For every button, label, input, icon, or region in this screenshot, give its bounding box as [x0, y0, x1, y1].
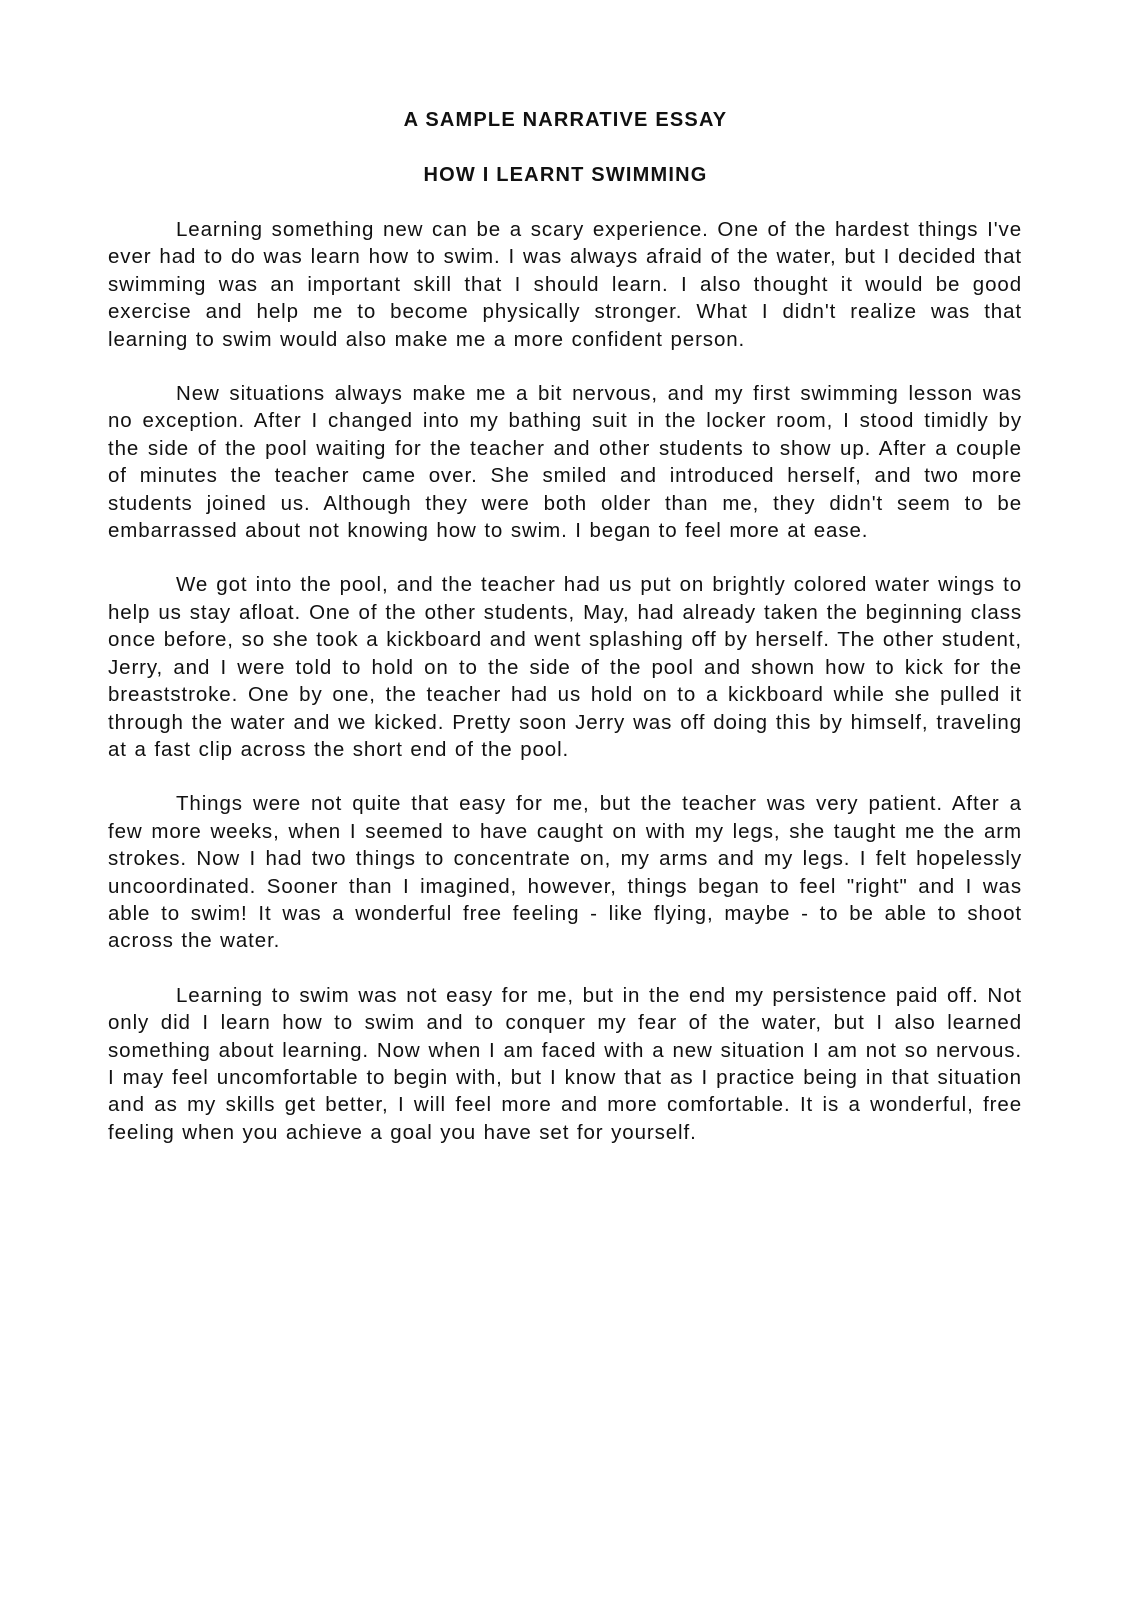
paragraph-4: Things were not quite that easy for me, but the teacher was very patient. After a few more weeks, when I seemed to have caught on with my legs, she taught me the arm strokes. Now I had two things to concentrate on, my arms and my legs. I felt hopelessly uncoordinated. Sooner than I imagined, however, things began to feel "right" and I was able to swim! It was a wonderful free feeling - like flying, maybe - to be able to shoot across the water. [108, 792, 1022, 953]
document-subtitle: HOW I LEARNT SWIMMING [423, 164, 708, 186]
paragraph-5: Learning to swim was not easy for me, but in the end my persistence paid off. Not only did I learn how to swim and to conquer my fear of the water, but I also learned something about learning. Now when I am faced with a new situation I am not so nervous. I may feel uncomfortable to begin with, but I know that as I practice being in that situation and as my skills get better, I will feel more and more comfortable. It is a wonderful, free feeling when you achieve a goal you have set for yourself. [108, 983, 1022, 1144]
document-title: A SAMPLE NARRATIVE ESSAY [403, 109, 728, 131]
paragraph-1: Learning something new can be a scary experience. One of the hardest things I've ever had to do was learn how to swim. I was always afraid of the water, but I decided that swimming was an important skill that I should learn. I also thought it would be good exercise and help me to become physically stronger. What I didn't realize was that learning to swim would also make me a more confident person. [108, 218, 1022, 351]
paragraph-3: We got into the pool, and the teacher had us put on brightly colored water wings to help us stay afloat. One of the other students, May, had already taken the beginning class once before, so she took a kickboard and went splashing off by herself. The other student, Jerry, and I were told to hold on to the side of the pool and shown how to kick for the breaststroke. One by one, the teacher had us hold on to a kickboard while she pulled it through the water and we kicked. Pretty soon Jerry was off doing this by himself, traveling at a fast clip across the short end of the pool. [108, 573, 1022, 761]
paragraph-2: New situations always make me a bit nervous, and my first swimming lesson was no exception. After I changed into my bathing suit in the locker room, I stood timidly by the side of the pool waiting for the teacher and other students to show up. After a couple of minutes the teacher came over. She smiled and introduced herself, and two more students joined us. Although they were both older than me, they didn't seem to be embarrassed about not knowing how to swim. I began to feel more at ease. [108, 382, 1022, 543]
essay-body [108, 216, 1022, 1173]
